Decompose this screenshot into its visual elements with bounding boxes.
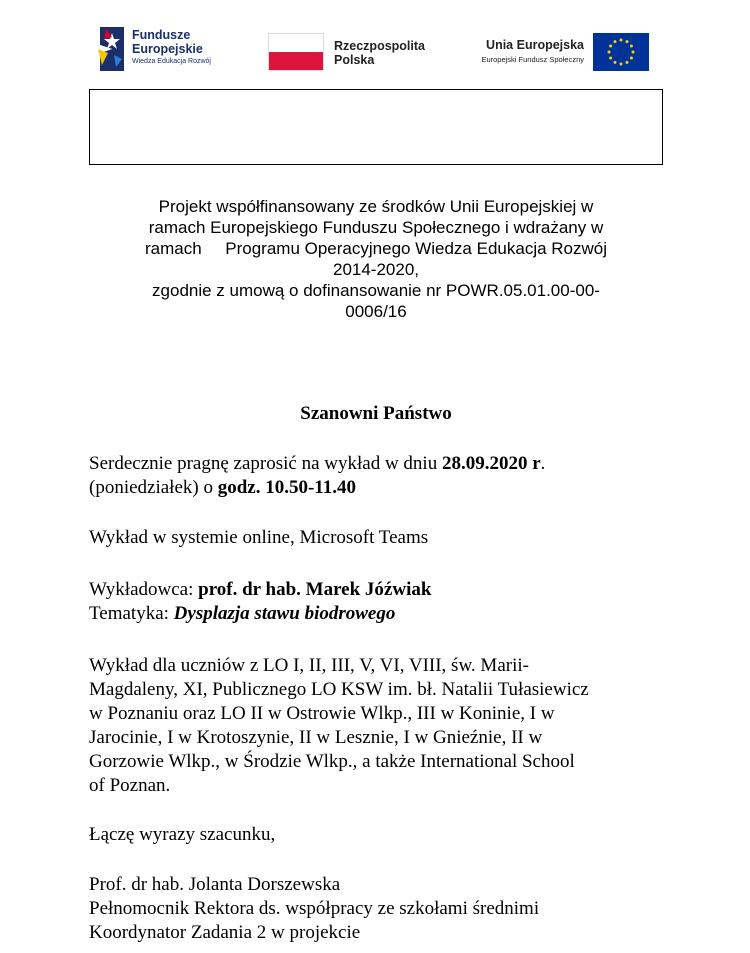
project-line: 0006/16 <box>345 302 407 321</box>
invitation-period: . <box>540 453 546 474</box>
eu-flag-icon <box>593 33 649 71</box>
invitation-day: (poniedziałek) o <box>89 477 218 498</box>
greeting: Szanowni Państwo <box>300 403 452 424</box>
pl-logo-line2: Polska <box>334 53 375 67</box>
topic-label: Tematyka: <box>89 603 174 624</box>
fe-logo-line2: Europejskie <box>132 41 203 56</box>
invitation-line2 <box>89 476 689 500</box>
project-line: ramach Programu Operacyjnego Wiedza Edukacja Rozwój <box>144 239 608 258</box>
project-line: 2014-2020, <box>332 260 420 279</box>
fe-star-symbol <box>98 27 126 71</box>
ue-logo-text <box>462 39 584 63</box>
fe-logo-line1: Fundusze <box>132 28 191 42</box>
signature-role: Pełnomocnik Rektora ds. współpracy ze szkołami średnimi <box>89 898 540 919</box>
fundusze-europejskie-logo <box>98 27 248 73</box>
signature-name: Prof. dr hab. Jolanta Dorszewska <box>89 874 341 895</box>
audience-line: Wykład dla uczniów z LO I, II, III, V, VI, VIII, św. Marii- <box>89 655 529 676</box>
lecturer-topic-paragraph <box>89 578 689 626</box>
signature-role: Koordynator Zadania 2 w projekcie <box>89 922 361 943</box>
lecturer-name: prof. dr hab. Marek Jóźwiak <box>198 579 432 600</box>
lecture-time: godz. 10.50-11.40 <box>217 477 357 498</box>
logo-header <box>0 0 750 80</box>
project-line: zgodnie z umową o dofinansowanie nr POWR.05.01.00-00- <box>152 281 600 300</box>
topic-title: Dysplazja stawu biodrowego <box>173 603 396 624</box>
project-line: Projekt współfinansowany ze środków Unii Europejskiej w <box>158 197 594 216</box>
rzeczpospolita-polska-logo <box>268 33 438 73</box>
polish-flag-icon <box>268 33 324 71</box>
empty-frame <box>89 89 663 165</box>
audience-line: Gorzowie Wlkp., w Środzie Wlkp., a także International School <box>89 751 575 772</box>
topic-line <box>89 602 689 626</box>
pl-logo-line1: Rzeczpospolita <box>334 39 425 53</box>
pl-logo-text <box>334 39 425 67</box>
lecturer-line <box>89 578 689 602</box>
signature-block <box>89 873 689 945</box>
audience-line: of Poznan. <box>89 775 171 796</box>
invitation-paragraph <box>89 452 689 500</box>
lecture-date: 28.09.2020 r <box>441 453 541 474</box>
audience-line: w Poznaniu oraz LO II w Ostrowie Wlkp., III w Koninie, I w <box>89 703 555 724</box>
audience-paragraph <box>89 654 689 798</box>
project-line: ramach Europejskiego Funduszu Społecznego i wdrażany w <box>148 218 604 237</box>
ue-logo-line2: Europejski Fundusz Społeczny <box>481 54 584 64</box>
system-info: Wykład w systemie online, Microsoft Teams <box>89 527 429 548</box>
ue-logo-line1: Unia Europejska <box>486 38 584 52</box>
unia-europejska-logo <box>462 33 652 73</box>
audience-line: Jarocinie, I w Krotoszynie, II w Lesznie, I w Gnieźnie, II w <box>89 727 543 748</box>
invitation-line1 <box>89 452 689 476</box>
fe-logo-text <box>132 29 211 65</box>
lecturer-label: Wykładowca: <box>89 579 199 600</box>
invitation-text: Serdecznie pragnę zaprosić na wykład w dniu <box>89 453 442 474</box>
audience-line: Magdaleny, XI, Publicznego LO KSW im. bł. Natalii Tułasiewicz <box>89 679 589 700</box>
closing: Łączę wyrazy szacunku, <box>89 824 276 845</box>
project-cofinancing-note <box>96 196 656 322</box>
fe-logo-line3: Wiedza Edukacja Rozwój <box>132 58 211 65</box>
